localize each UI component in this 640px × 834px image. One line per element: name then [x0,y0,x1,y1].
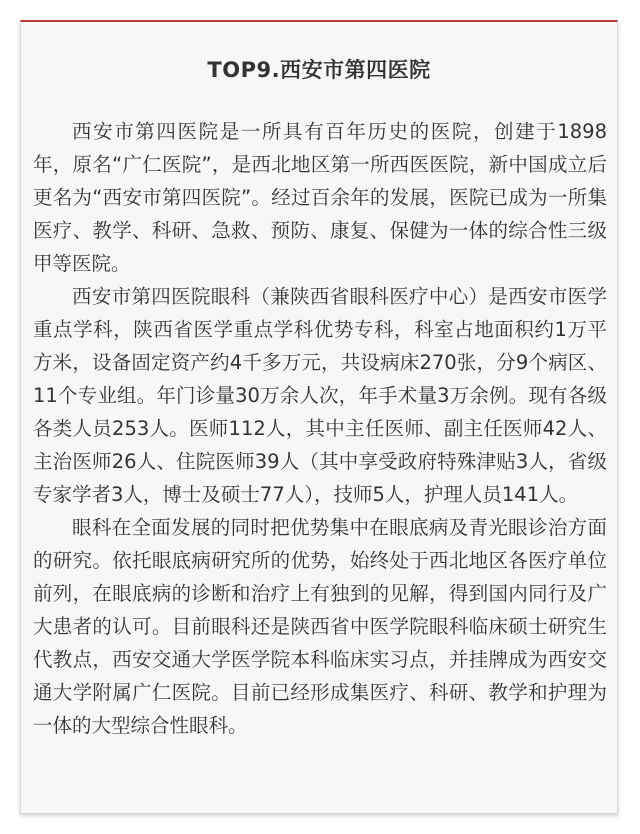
article-title: TOP9.西安市第四医院 [207,58,431,82]
article-body [33,115,607,742]
paragraph-research: 眼科在全面发展的同时把优势集中在眼底病及青光眼诊治方面的研究。依托眼底病研究所的优势，始终处于西北地区各医疗单位前列，在眼底病的诊断和治疗上有独到的见解，得到国内同行及广大患者的认可。目前眼科还是陕西省中医学院眼科临床硕士研究生代教点，西安交通大学医学院本科临床实习点，并挂牌成为西安交通大学附属广仁医院。目前已经形成集医疗、科研、教学和护理为一体的大型综合性眼科。 [33,516,607,737]
article-card [20,20,618,814]
paragraph-ophthalmology: 西安市第四医院眼科（兼陕西省眼科医疗中心）是西安市医学重点学科，陕西省医学重点学科优势专科，科室占地面积约1万平方米，设备固定资产约4千多万元，共设病床270张，分9个病区、11个专业组。年门诊量30万余人次，年手术量3万余例。现有各级各类人员253人。医师112人，其中主任医师、副主任医师42人、主治医师26人、住院医师39人（其中享受政府特殊津贴3人，省级专家学者3人，博士及硕士77人），技师5人，护理人员141人。 [33,285,607,506]
paragraph-history: 西安市第四医院是一所具有百年历史的医院，创建于1898年，原名“广仁医院”，是西北地区第一所西医医院，新中国成立后更名为“西安市第四医院”。经过百余年的发展，医院已成为一所集医疗、教学、科研、急救、预防、康复、保健为一体的综合性三级甲等医院。 [33,120,607,275]
